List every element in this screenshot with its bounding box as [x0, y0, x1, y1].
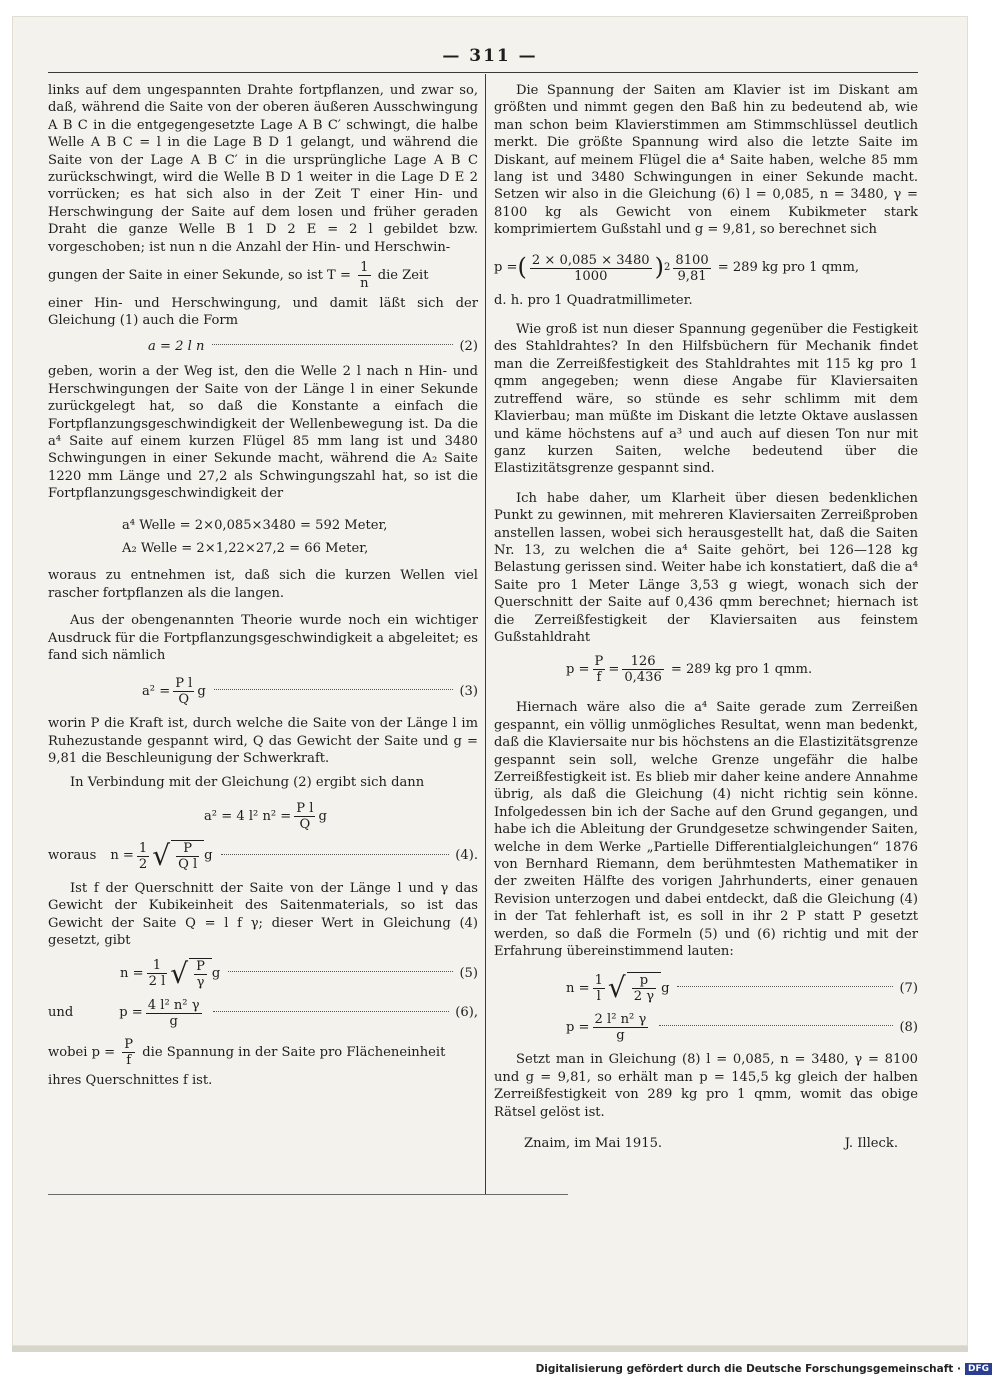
dfg-logo-icon: DFG	[965, 1363, 992, 1375]
right-column	[494, 82, 918, 1153]
paragraph: worin P die Kraft ist, durch welche die Saite von der Länge l im Ruhezustande gespannt wird, Q das Gewicht der Saite und g = 9,81 die Beschleunigung der Schwerkraft.	[48, 716, 478, 767]
left-column	[48, 82, 478, 1089]
paragraph: gungen der Saite in einer Sekunde, so ist T = $\frac{1}{n}$ die Zeit	[48, 260, 429, 292]
end-rule	[48, 1194, 568, 1195]
footer-credit	[536, 1363, 992, 1375]
paragraph: Die Spannung der Saiten am Klavier ist im Diskant am größten und nimmt gegen den Baß hin zu bedeutend ab, wie man schon beim Klavierstimmen am Stimmschlüssel deutlich merkt. Die größte Spannung wird also die letzte Saite im Diskant, auf meinem Flügel die a⁴ Saite haben, welche 85 mm lang ist und 3480 Schwingungen in einer Sekunde macht. Setzen wir also in die Gleichung (6) l = 0,085, n = 3480, γ = 8100 kg als Gewicht von einem Kubikmeter stark komprimiertem Gußstahl und g = 9,81, so berechnet sich	[494, 83, 918, 238]
header-rule	[48, 72, 918, 73]
paragraph: Ich habe daher, um Klarheit über diesen bedenklichen Punkt zu gewinnen, mit mehreren Klaviersaiten Zerreißproben anstellen lassen, wobei sich herausgestellt hat, daß die Saiten Nr. 13, zu welchen die a⁴ Saite gehört, bei 126—128 kg Belastung gerissen sind. Weiter habe ich konstatiert, daß die a⁴ Saite pro 1 Meter Länge 3,53 g wiegt, wonach sich der Querschnitt der Saite auf 0,436 qmm berechnet; hiernach ist die Zerreißfestigkeit der Klaviersaiten aus feinstem Gußstahldraht	[494, 490, 918, 645]
paragraph: Setzt man in Gleichung (8) l = 0,085, n = 3480, γ = 8100 und g = 9,81, so erhält man p = 145,5 kg gleich der halben Zerreißfestigkeit von 289 kg pro 1 qmm, womit das obige Rätsel gelöst ist.	[494, 1052, 918, 1120]
equation-2: a = 2 l n (2)	[148, 338, 478, 354]
equation-5: n = $\frac{1}{2 l}$ √ $\frac{P}{\gamma}$ g (5)	[120, 956, 478, 990]
page-number: — 311 —	[442, 46, 538, 66]
place-date: Znaim, im Mai 1915.	[524, 1136, 663, 1152]
fraction: $\frac{1}{n}$	[360, 260, 369, 292]
footer-text: Digitalisierung gefördert durch die Deutsche Forschungsgemeinschaft ·	[535, 1363, 961, 1375]
equation-3: a² = $\frac{\text{P l}}{Q}$ g (3)	[142, 676, 478, 708]
equation-6: und p = $\frac{\text{4 l² n² γ}}{g}$ (6),	[48, 997, 478, 1029]
equation-8: p = $\frac{\text{2 l² n² γ}}{g}$ (8)	[566, 1012, 918, 1044]
equation-7: n = $\frac{1}{l}$ √ $\frac{p}{2 \gamma}$ g (7)	[566, 971, 918, 1005]
wave-speed-A2: A₂ Welle = 2×1,22×27,2 = 66 Meter,	[122, 540, 369, 556]
paragraph: Aus der obengenannten Theorie wurde noch ein wichtiger Ausdruck für die Fortpflanzungsgeschwindigkeit a abgeleitet; es fand sich nämlich	[48, 613, 478, 663]
column-rule	[485, 74, 486, 1194]
paragraph: geben, worin a der Weg ist, den die Welle 2 l nach n Hin- und Herschwingungen der Saite von der Länge l in einer Sekunde zurückgelegt hat, so daß die Konstante a einfach die Fortpflanzungsgeschwindigkeit der Wellenbewegung ist. Da die a⁴ Saite auf einem kurzen Flügel 85 mm lang ist und 3480 Schwingungen in einer Sekunde macht, während die A₂ Saite 1220 mm Länge und 27,2 als Schwingungszahl hat, so ist die Fortpflanzungsgeschwindigkeit der	[48, 364, 478, 502]
scan-edge	[12, 1346, 968, 1352]
sqrt-icon: √	[170, 956, 189, 990]
paragraph: links auf dem ungespannten Drahte fortpflanzen, und zwar so, daß, während die Saite von der oberen äußeren Ausschwingung A B C in die entgegengesetzte Lage A B C′ schwingt, die halbe Welle A B C = l in die Lage B D 1 gelangt, und während die Saite von der Lage A B C′ in die ursprüngliche Lage A B C zurückschwingt, wird die Welle B D 1 weiter in die Lage D E 2 vorrücken; es hat sich also in der Zeit T einer Hin- und Herschwingung der Saite auf dem losen und früher geraden Draht die ganze Welle B 1 D 2 E = 2 l gebildet bzw. vorgeschoben; ist nun n die Anzahl der Hin- und Herschwin-	[48, 83, 478, 255]
sqrt-icon: √	[152, 839, 171, 872]
paragraph: ihres Querschnittes f ist.	[48, 1072, 213, 1088]
equation-strength: p = $\frac{P}{f}$ = $\frac{126}{0,436}$ = 289 kg pro 1 qmm.	[566, 654, 813, 686]
paragraph: Hiernach wäre also die a⁴ Saite gerade zum Zerreißen gespannt, ein völlig unmögliches Resultat, wenn man bedenkt, daß die Klaviersaite nur bis höchstens an die Elastizitätsgrenze gespannt sein soll, welche Grenze ungefähr die halbe Zerreißfestigkeit ist. Es blieb mir daher keine andere Annahme übrig, als daß die Gleichung (4) nicht richtig sein könne. Infolgedessen bin ich der Sache auf den Grund gegangen, und habe ich die Ableitung der Grundgesetze schwingender Saiten, welche in dem Werke „Partielle Differentialgleichungen“ 1876 von Bernhard Riemann, dem berühmtesten Mathematiker in der zweiten Hälfte des vorigen Jahrhunderts, einer genauen Revision unterzogen und dabei entdeckt, daß die Gleichung (4) in der Tat fehlerhaft ist, es soll in ihr 2 P statt P gesetzt werden, so daß die Formeln (5) und (6) richtig und mit der Erfahrung übereinstimmend lauten:	[494, 700, 918, 960]
paragraph: Ist f der Querschnitt der Saite von der Länge l und γ das Gewicht der Kubikeinheit des Saitenmaterials, so ist das Gewicht der Saite Q = l f γ; dieser Wert in Gleichung (4) gesetzt, gibt	[48, 881, 478, 949]
paragraph: d. h. pro 1 Quadratmillimeter.	[494, 292, 693, 308]
paragraph: wobei p = $\frac{P}{f}$ die Spannung in der Saite pro Flächeneinheit	[48, 1036, 446, 1068]
equation-4: woraus n = $\frac{1}{2}$ √ $\frac{P}{\text{Q l}}$ g (4).	[48, 839, 478, 872]
signature-line	[494, 1135, 918, 1152]
sqrt-icon: √	[607, 971, 626, 1005]
wave-speed-a4: a⁴ Welle = 2×0,085×3480 = 592 Meter,	[122, 517, 388, 533]
equation-a-squared: a² = 4 l² n² = $\frac{\text{P l}}{Q}$ g	[204, 801, 327, 832]
paragraph: einer Hin- und Herschwingung, und damit läßt sich der Gleichung (1) auch die Form	[48, 296, 478, 329]
paragraph: Wie groß ist nun dieser Spannung gegenüber die Festigkeit des Stahldrahtes? In den Hilfsbüchern für Mechanik findet man die Zerreißfestigkeit des Stahldrahtes mit 115 kg pro 1 qmm angegeben; wenn diese Angabe für Klaviersaiten zutreffend wäre, so stünde es sehr schlimm mit dem Klavierbau; man müßte im Diskant die letzte Oktave auslassen und käme höchstens auf a³ und auch auf diesen Ton nur mit ganz kurzen Saiten, welche bedeutend über die Elastizitätsgrenze gespannt sind.	[494, 322, 918, 477]
paragraph: In Verbindung mit der Gleichung (2) ergibt sich dann	[70, 774, 425, 790]
author: J. Illeck.	[844, 1136, 898, 1152]
equation-tension: p = ( $\frac{2 \times 0,085 \times 3480}{1000}$ ) 2 $\frac{8100}{9,81}$ = 289 kg pro 1 qmm,	[494, 252, 860, 284]
paragraph: woraus zu entnehmen ist, daß sich die kurzen Wellen viel rascher fortpflanzen als die langen.	[48, 568, 478, 601]
